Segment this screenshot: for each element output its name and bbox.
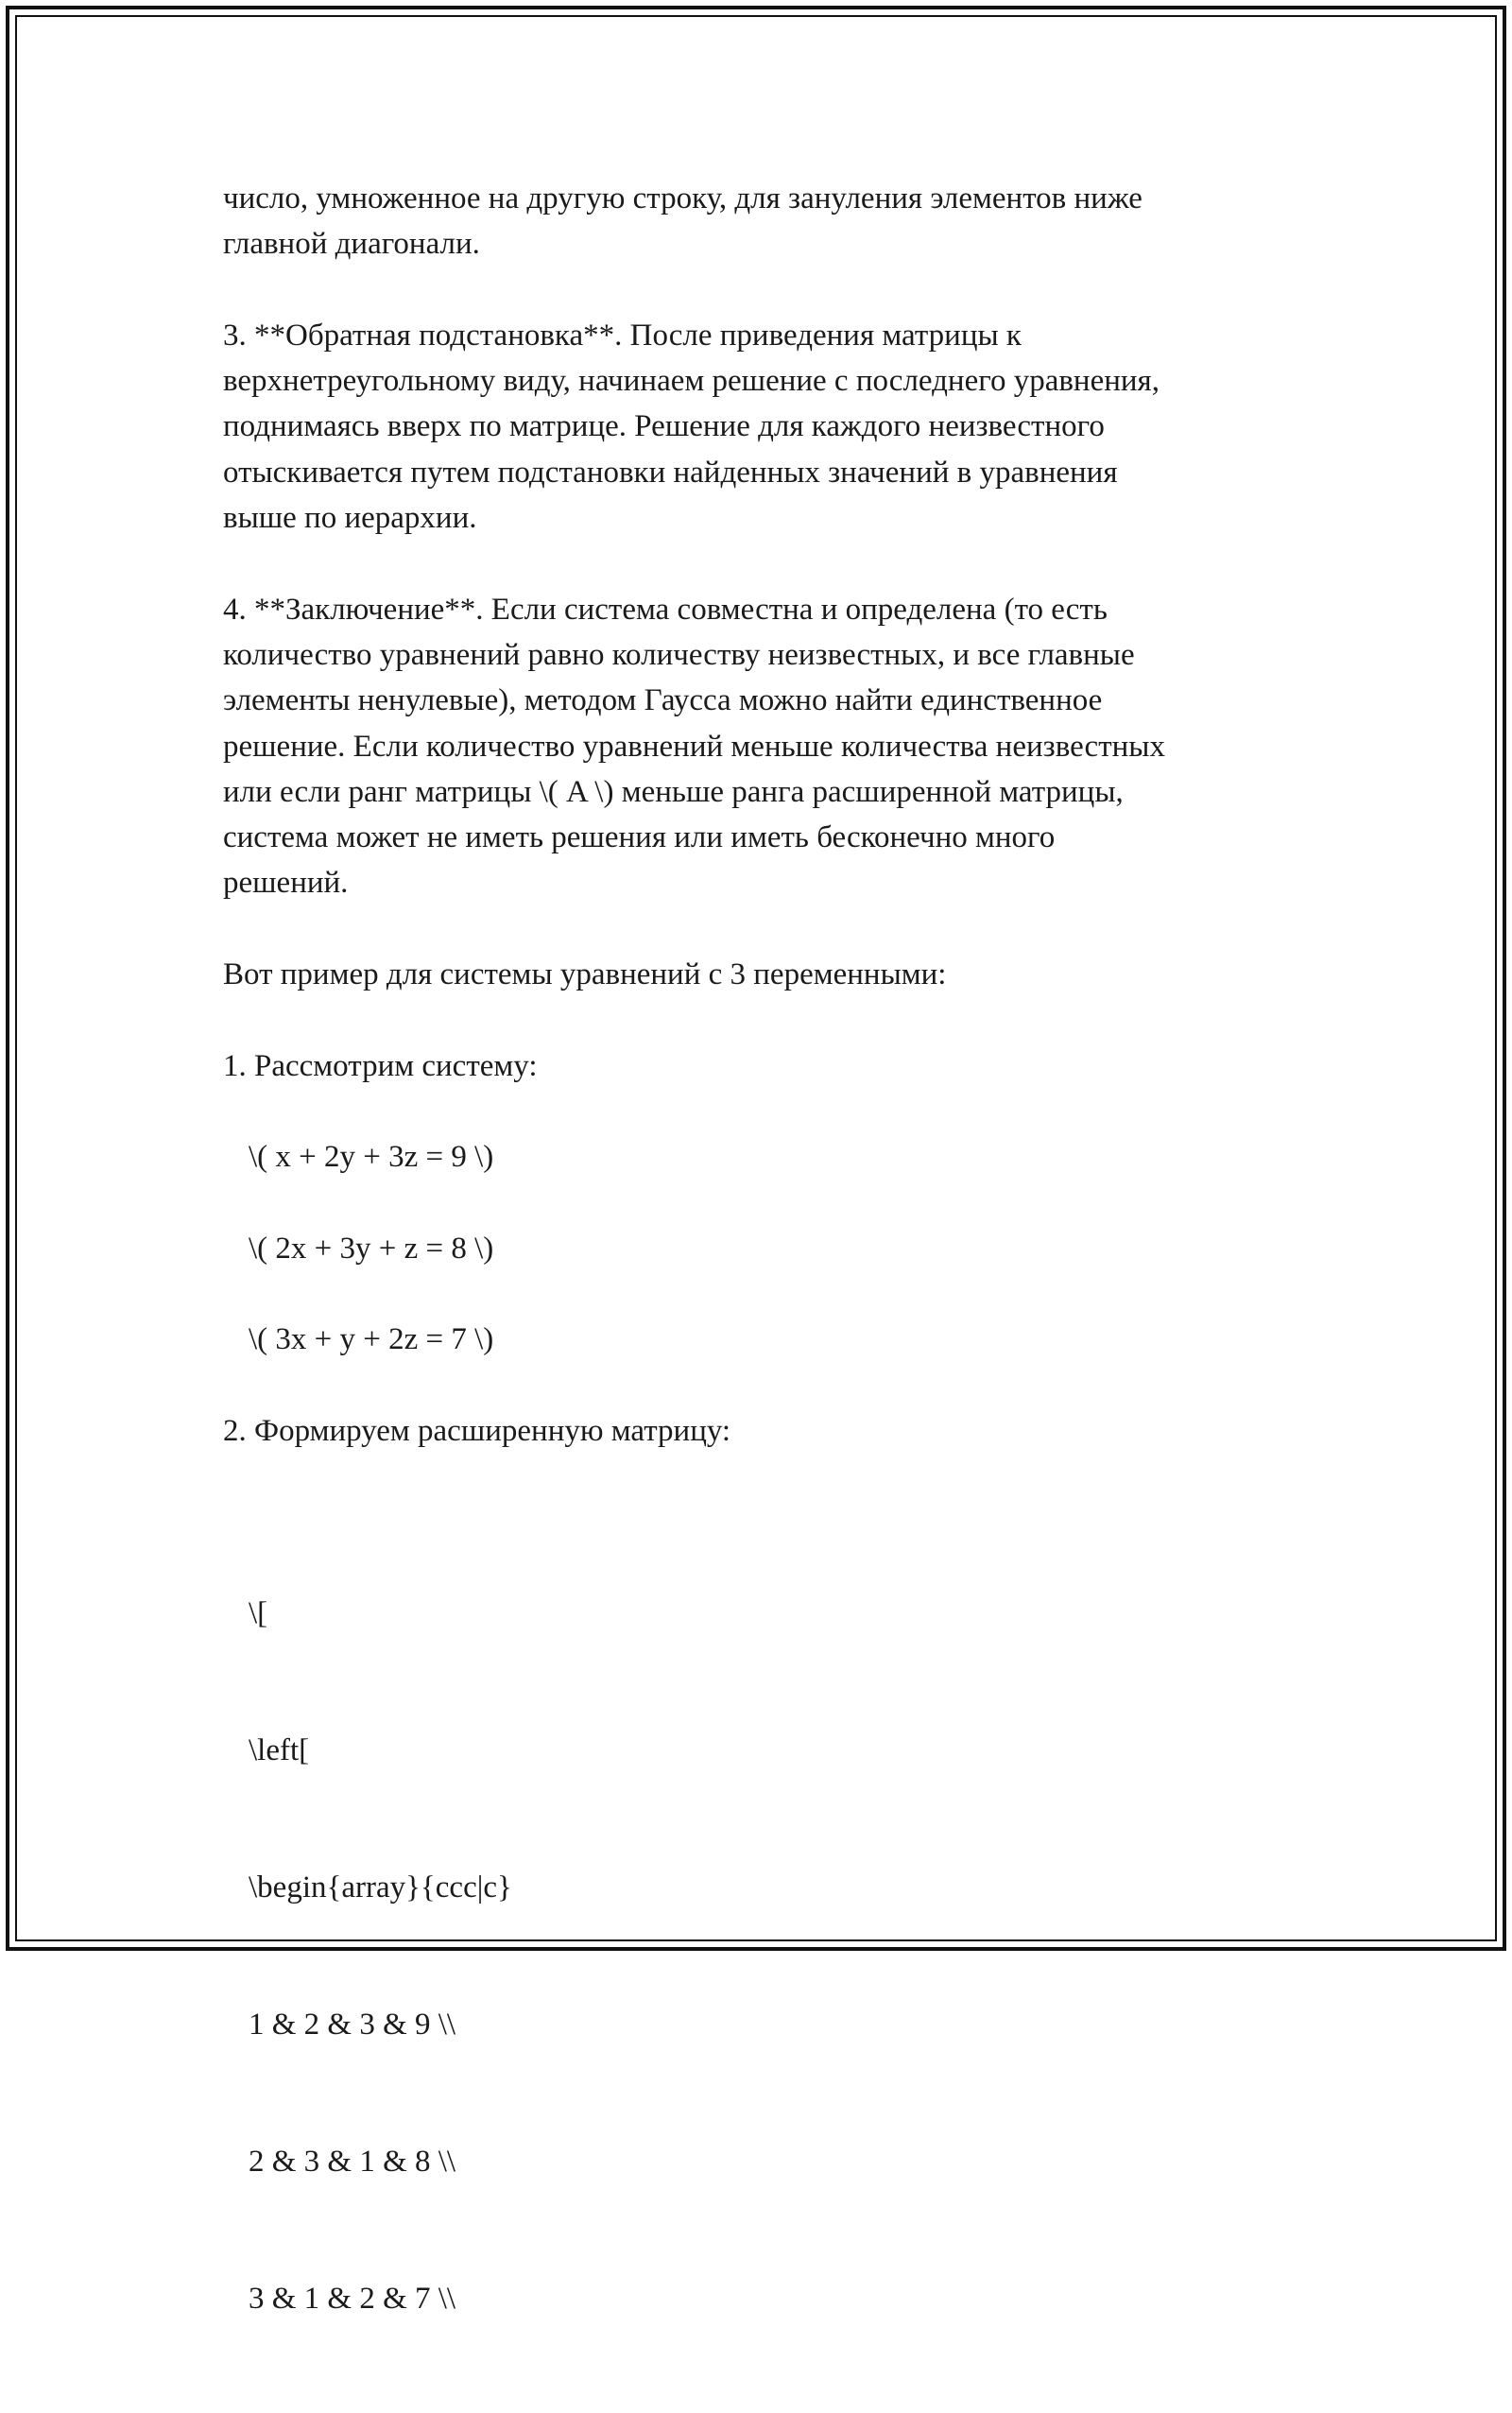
equation-text: \( 3x + y + 2z = 7 \) (249, 1322, 494, 1357)
text-line: верхнетреугольному виду, начинаем решение с последнего уравнения, (223, 364, 1160, 399)
code-line: \left[ (249, 1733, 310, 1768)
code-line: 1 & 2 & 3 & 9 \\ (249, 2007, 456, 2042)
text-line: 3. **Обратная подстановка**. После приведения матрицы к (223, 318, 1022, 353)
equation-text: \( x + 2y + 3z = 9 \) (249, 1140, 494, 1175)
text-line: Вот пример для системы уравнений с 3 переменными: (223, 957, 947, 992)
equation-3 (223, 1317, 1291, 1362)
paragraph-step-1 (223, 1043, 1291, 1089)
text-line: 4. **Заключение**. Если система совместна и определена (то есть (223, 592, 1108, 627)
paragraph-continuation (223, 176, 1291, 267)
text-line: 1. Рассмотрим систему: (223, 1048, 538, 1083)
equation-1 (223, 1134, 1291, 1180)
document-page (223, 176, 1291, 2413)
equation-2 (223, 1226, 1291, 1271)
text-line: отыскивается путем подстановки найденных значений в уравнения (223, 455, 1118, 490)
paragraph-conclusion (223, 587, 1291, 906)
text-line: поднимаясь вверх по матрице. Решение для каждого неизвестного (223, 409, 1105, 444)
code-line: 2 & 3 & 1 & 8 \\ (249, 2144, 456, 2179)
paragraph-back-substitution (223, 313, 1291, 541)
text-line: или если ранг матрицы \( A \) меньше ранга расширенной матрицы, (223, 774, 1124, 809)
code-line: 3 & 1 & 2 & 7 \\ (249, 2281, 456, 2316)
equation-text: \( 2x + 3y + z = 8 \) (249, 1231, 494, 1266)
text-line: система может не иметь решения или иметь бесконечно много (223, 820, 1056, 855)
paragraph-step-2 (223, 1408, 1291, 1454)
text-line: количество уравнений равно количеству неизвестных, и все главные (223, 637, 1135, 672)
code-line: \begin{array}{ccc|c} (249, 1870, 512, 1905)
text-line: элементы ненулевые), методом Гаусса можно найти единственное (223, 683, 1103, 718)
text-line: решение. Если количество уравнений меньше количества неизвестных (223, 729, 1165, 764)
paragraph-example-intro (223, 952, 1291, 997)
code-line: \[ (249, 1596, 268, 1631)
text-line: решений. (223, 866, 349, 901)
text-line: число, умноженное на другую строку, для зануления элементов ниже (223, 181, 1143, 215)
text-line: главной диагонали. (223, 227, 480, 262)
text-line: выше по иерархии. (223, 501, 477, 536)
text-line: 2. Формируем расширенную матрицу: (223, 1414, 731, 1449)
